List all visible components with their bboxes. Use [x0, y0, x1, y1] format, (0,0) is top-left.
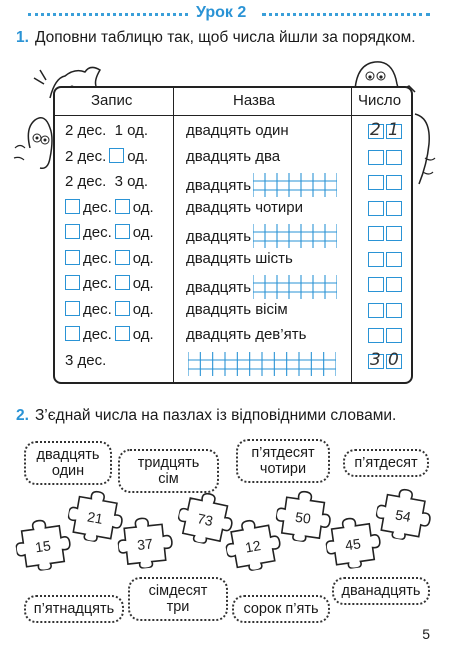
number-answer-boxes — [368, 175, 402, 190]
word-card[interactable]: дванадцять — [332, 577, 430, 605]
tens-label: дес. — [83, 300, 112, 318]
table-row-record — [65, 199, 154, 216]
handwritten-digit: 2 — [370, 120, 381, 140]
units-label: од. — [132, 198, 154, 216]
numbers-table — [53, 86, 413, 384]
number-answer-boxes — [368, 120, 402, 140]
units-label: од. — [132, 224, 154, 241]
digit-box[interactable] — [386, 175, 402, 190]
number-name: двадцять — [186, 279, 252, 296]
task-2-number: 2. — [16, 407, 29, 424]
answer-box[interactable] — [115, 275, 130, 290]
number-answer-boxes — [368, 303, 402, 318]
answer-box[interactable] — [65, 326, 80, 341]
digit-box[interactable] — [368, 252, 384, 267]
tens-label: дес. — [83, 224, 112, 241]
answer-box[interactable] — [65, 275, 80, 290]
table-row-record — [65, 301, 154, 318]
tens-label: 2 дес. — [65, 173, 107, 190]
table-row-record — [65, 352, 106, 369]
number-name: двадцять чотири — [186, 198, 304, 216]
table-row-name — [186, 199, 303, 216]
answer-box[interactable] — [65, 199, 80, 214]
puzzle-number: 50 — [294, 508, 312, 527]
puzzle-piece[interactable] — [115, 513, 179, 576]
column-divider — [173, 88, 174, 382]
answer-box[interactable] — [115, 199, 130, 214]
number-name: двадцять два — [186, 147, 281, 165]
tens-label: дес. — [83, 275, 112, 292]
digit-box[interactable] — [368, 175, 384, 190]
handwritten-digit: 0 — [388, 349, 399, 370]
units-label: од. — [127, 147, 149, 165]
units-label: од. — [132, 300, 154, 318]
puzzle-piece[interactable] — [371, 483, 438, 549]
puzzle-number: 15 — [34, 537, 52, 556]
handwritten-digit: 3 — [370, 349, 381, 370]
number-name: двадцять — [186, 177, 252, 194]
lesson-header — [0, 4, 454, 24]
table-row-record — [65, 173, 148, 190]
lesson-title: Урок 2 — [196, 4, 247, 21]
digit-box[interactable] — [386, 303, 402, 318]
table-row-name — [186, 122, 289, 139]
word-card[interactable]: сімдесят три — [128, 577, 228, 621]
number-answer-boxes — [368, 328, 402, 343]
digit-box[interactable] — [368, 328, 384, 343]
column-header-number: Число — [358, 92, 402, 109]
table-row-name — [186, 250, 293, 267]
header-divider — [55, 115, 411, 116]
task-1-instruction — [16, 29, 416, 47]
number-name: двадцять шість — [186, 249, 293, 267]
digit-box[interactable] — [386, 150, 402, 165]
dotted-divider-left — [28, 13, 188, 16]
tens-label: дес. — [83, 249, 112, 267]
writing-grid[interactable] — [253, 224, 337, 248]
answer-box[interactable] — [115, 301, 130, 316]
number-answer-boxes — [368, 277, 402, 292]
answer-box[interactable] — [65, 224, 80, 239]
puzzle-number: 37 — [136, 535, 154, 553]
task-1-text: Доповни таблицю так, щоб числа йшли за порядком. — [34, 29, 416, 46]
table-row-name — [186, 352, 336, 376]
word-card[interactable]: п’ятнадцять — [24, 595, 124, 623]
writing-grid[interactable] — [188, 352, 336, 376]
digit-box[interactable] — [368, 226, 384, 241]
number-answer-boxes — [368, 252, 402, 267]
table-row-name — [186, 173, 337, 197]
table-row-name — [186, 326, 306, 343]
number-answer-boxes — [368, 201, 402, 216]
table-row-name — [186, 224, 337, 248]
task-1-number: 1. — [16, 29, 29, 46]
word-card[interactable]: двадцять один — [24, 441, 112, 485]
digit-box[interactable] — [386, 328, 402, 343]
units-value: 1 — [114, 122, 123, 139]
digit-box[interactable] — [368, 150, 384, 165]
digit-box[interactable] — [386, 349, 402, 370]
table-row-record — [65, 148, 148, 165]
table-row-record — [65, 122, 148, 139]
word-card[interactable]: тридцять сім — [118, 449, 219, 493]
units-label: од. — [132, 275, 154, 292]
word-card[interactable]: п’ятдесят чотири — [236, 439, 330, 483]
puzzle-number: 54 — [394, 506, 413, 525]
digit-box[interactable] — [386, 201, 402, 216]
column-divider — [351, 88, 352, 382]
table-row-name — [186, 301, 288, 318]
tens-label: дес. — [83, 326, 112, 343]
writing-grid[interactable] — [253, 173, 337, 197]
table-row-record — [65, 250, 154, 267]
digit-box[interactable] — [368, 349, 384, 370]
digit-box[interactable] — [368, 201, 384, 216]
puzzle-number: 45 — [344, 535, 362, 554]
units-value: 3 — [114, 173, 123, 190]
answer-box[interactable] — [115, 250, 130, 265]
digit-box[interactable] — [386, 226, 402, 241]
number-answer-boxes — [368, 150, 402, 165]
puzzle-number: 12 — [243, 537, 263, 556]
digit-box[interactable] — [368, 277, 384, 292]
table-row-record — [65, 275, 154, 292]
units-label: од. — [132, 249, 154, 267]
answer-box[interactable] — [109, 148, 124, 163]
number-name: двадцять дев’ять — [186, 326, 307, 343]
word-card[interactable]: п’ятдесят — [343, 449, 429, 477]
table-row-name — [186, 148, 280, 165]
units-label: од. — [127, 173, 149, 190]
puzzle-number: 21 — [86, 508, 105, 527]
units-label: од. — [132, 326, 154, 343]
task-2-instruction — [16, 407, 396, 425]
number-name: двадцять — [186, 228, 252, 245]
table-row-record — [65, 326, 154, 343]
tens-label: 3 дес. — [65, 351, 107, 369]
table-row-name — [186, 275, 337, 299]
task-2-text: З’єднай числа на пазлах із відповідними словами. — [34, 407, 397, 424]
tens-label: 2 дес. — [65, 147, 107, 165]
answer-box[interactable] — [115, 224, 130, 239]
answer-box[interactable] — [65, 250, 80, 265]
units-label: од. — [127, 122, 149, 139]
digit-box[interactable] — [386, 120, 402, 140]
number-answer-boxes — [368, 226, 402, 241]
digit-box[interactable] — [368, 120, 384, 140]
writing-grid[interactable] — [253, 275, 337, 299]
column-header-record: Запис — [91, 92, 133, 109]
table-row-record — [65, 224, 154, 241]
number-answer-boxes — [368, 349, 402, 370]
answer-box[interactable] — [115, 326, 130, 341]
dotted-divider-right — [262, 13, 430, 16]
answer-box[interactable] — [65, 301, 80, 316]
handwritten-digit: 1 — [388, 120, 399, 140]
digit-box[interactable] — [386, 277, 402, 292]
word-card[interactable]: сорок п’ять — [232, 595, 330, 623]
number-name: двадцять один — [186, 122, 289, 139]
puzzle-number: 73 — [195, 510, 215, 530]
tens-label: дес. — [83, 198, 112, 216]
page-number: 5 — [422, 626, 430, 642]
digit-box[interactable] — [386, 252, 402, 267]
tens-label: 2 дес. — [65, 122, 107, 139]
column-header-name: Назва — [233, 92, 276, 109]
number-name: двадцять вісім — [186, 300, 288, 318]
digit-box[interactable] — [368, 303, 384, 318]
